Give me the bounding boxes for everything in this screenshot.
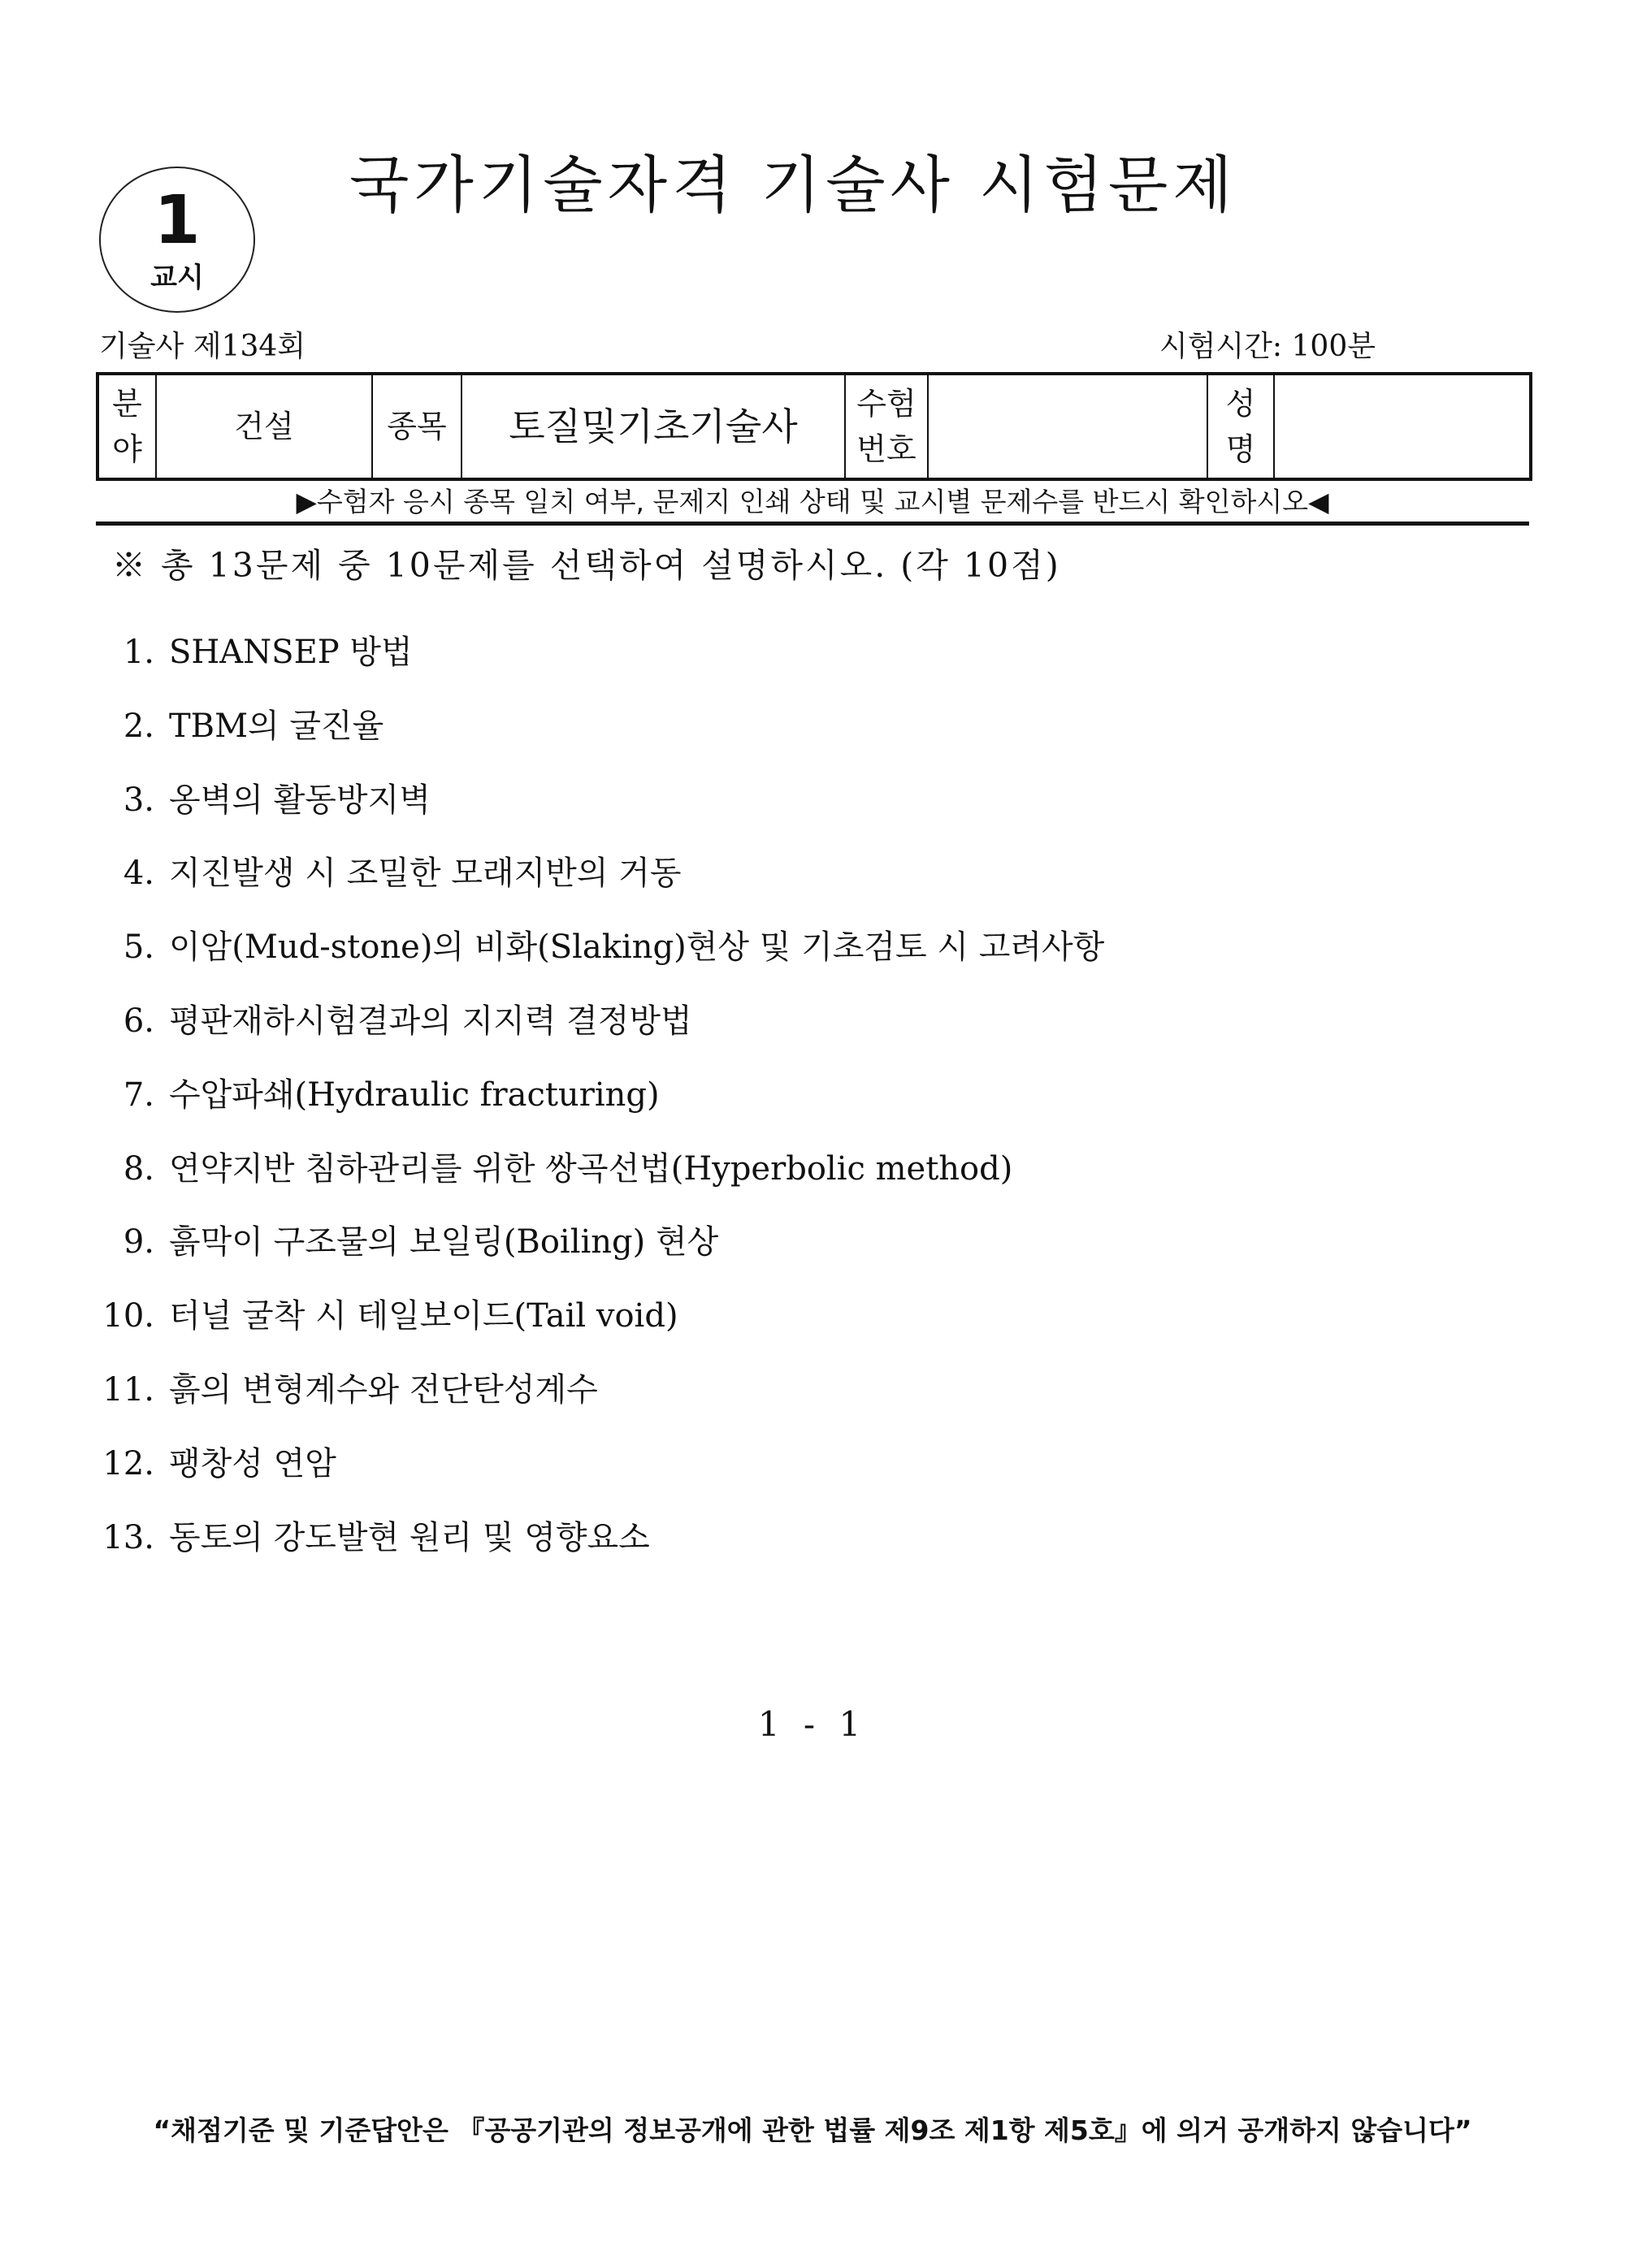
question-text: SHANSEP 방법 [169,634,413,671]
exam-round: 기술사 제134회 [99,330,306,363]
category-label: 종목 [372,374,462,479]
question-item [89,1140,1104,1214]
question-item [89,919,1104,993]
field-label-line-2: 야 [112,431,142,467]
question-item [89,772,1104,846]
question-number: 5. [123,928,154,967]
question-text: 평판재하시험결과의 지지력 결정방법 [169,1002,692,1040]
exam-info-table [96,372,1532,481]
question-item [89,698,1104,772]
category-value: 토질및기초기술사 [462,374,845,479]
question-text: 지진발생 시 조밀한 모래지반의 거동 [169,855,682,893]
question-number: 7. [123,1076,154,1114]
question-number: 11. [102,1370,154,1409]
name-label-line-2: 명 [1225,431,1256,467]
check-notice: ▶수험자 응시 종목 일치 여부, 문제지 인쇄 상태 및 교시별 문제수를 반드시 확인하시오◀ [296,486,1329,517]
question-item [89,1435,1104,1509]
question-item [89,1509,1104,1583]
question-number: 1. [123,634,154,671]
name-label-line-1: 성 [1225,386,1256,422]
question-item [89,624,1104,698]
page-title: 국가기술자격 기술사 시험문제 [349,149,1237,221]
question-number: 6. [123,1002,154,1040]
question-number: 9. [123,1223,154,1262]
question-list [89,624,1104,1582]
question-text: 연약지반 침하관리를 위한 쌍곡선법(Hyperbolic method) [169,1149,1013,1188]
question-item [89,993,1104,1067]
question-text: 이암(Mud-stone)의 비화(Slaking)현상 및 기초검토 시 고려사항 [169,928,1105,967]
exam-time: 시험시간: 100분 [1159,330,1376,363]
question-item [89,1067,1104,1140]
question-item [89,1288,1104,1361]
question-number: 3. [123,781,154,819]
field-label-line-1: 분 [112,386,142,422]
exam-number-label-line-2: 번호 [856,431,916,467]
session-badge [99,167,255,313]
session-number: 1 [154,182,201,259]
page-number: 1 - 1 [757,1704,868,1744]
question-number: 2. [123,707,154,745]
session-label: 교시 [150,262,204,294]
exam-number-label-cell [845,374,928,479]
name-label-cell [1207,374,1274,479]
question-number: 12. [102,1444,154,1482]
question-number: 4. [123,855,154,893]
divider [96,522,1529,526]
exam-number-field[interactable] [928,374,1207,479]
question-text: 흙막이 구조물의 보일링(Boiling) 현상 [169,1223,719,1262]
question-number: 10. [102,1297,154,1335]
field-label-cell [98,374,156,479]
question-text: 터널 굴착 시 테일보이드(Tail void) [169,1297,678,1335]
question-text: 팽창성 연암 [169,1444,336,1482]
field-value: 건설 [156,374,372,479]
instruction: ※ 총 13문제 중 10문제를 선택하여 설명하시오. (각 10점) [112,546,1061,585]
question-text: 옹벽의 활동방지벽 [169,781,431,819]
question-text: 수압파쇄(Hydraulic fracturing) [169,1076,660,1114]
question-number: 8. [123,1149,154,1188]
question-text: 동토의 강도발현 원리 및 영향요소 [169,1518,650,1556]
disclosure-footer: “채점기준 및 기준답안은 『공공기관의 정보공개에 관한 법률 제9조 제1항 제5호』에 의거 공개하지 않습니다” [153,2114,1472,2146]
question-item [89,1361,1104,1435]
question-item [89,845,1104,919]
question-item [89,1214,1104,1288]
question-number: 13. [102,1518,154,1556]
question-text: TBM의 굴진율 [169,707,384,745]
name-field[interactable] [1274,374,1531,479]
exam-number-label-line-1: 수험 [856,386,916,422]
question-text: 흙의 변형계수와 전단탄성계수 [169,1370,598,1409]
